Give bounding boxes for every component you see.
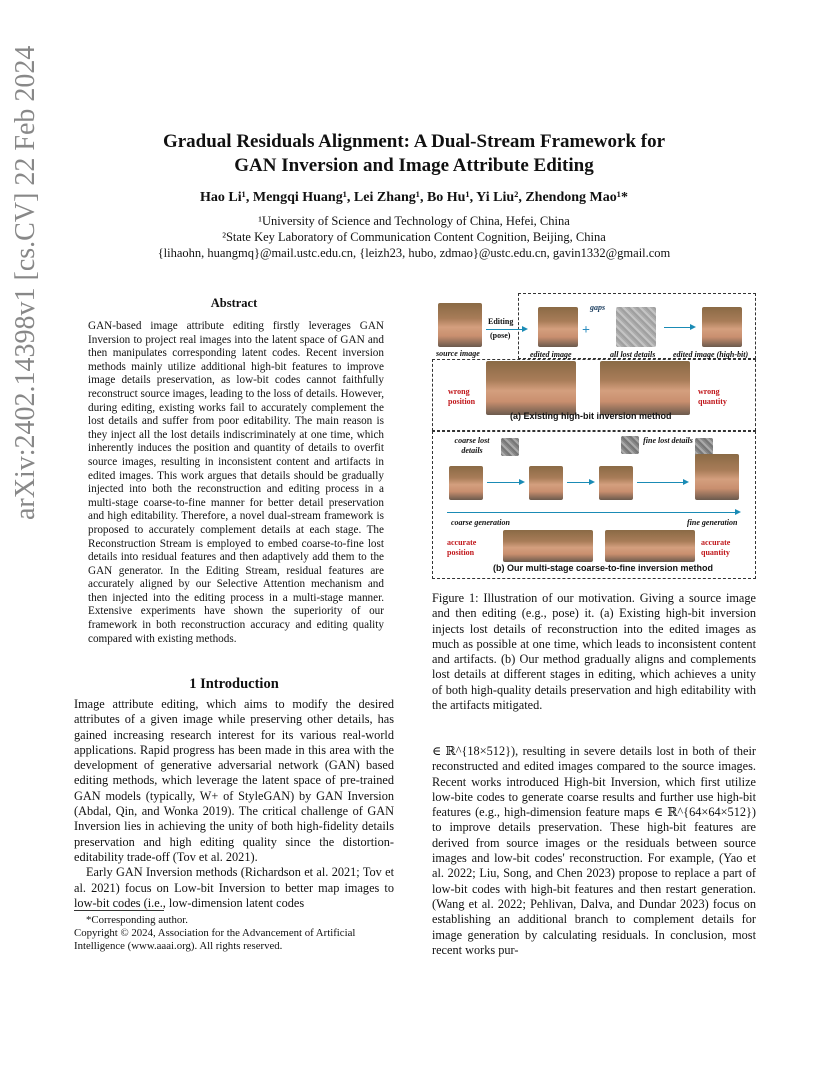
title-line-2: GAN Inversion and Image Attribute Editing <box>234 155 594 176</box>
stage-arrow-2 <box>567 482 593 483</box>
source-image-label: source image <box>436 349 480 358</box>
affiliation-1: ¹University of Science and Technology of China, Hefei, China <box>258 214 570 228</box>
edited-image-label: edited image <box>530 350 572 359</box>
fine-lost-details-label: fine lost details <box>643 436 693 445</box>
figure-panel-b <box>432 431 756 579</box>
abstract-heading: Abstract <box>210 296 258 310</box>
accurate-position-label: accurate position <box>447 538 477 557</box>
stage-1-thumb <box>449 466 483 500</box>
stage-final-thumb <box>695 454 739 500</box>
figure-1 <box>430 291 758 581</box>
accurate-quantity-label: accurate quantity <box>701 538 731 557</box>
introduction-body <box>74 697 394 911</box>
section-heading-introduction: 1 Introduction <box>189 676 279 692</box>
pose-label: (pose) <box>490 331 511 340</box>
intro-paragraph-2: Early GAN Inversion methods (Richardson et al. 2021; Tov et al. 2021) focus on Low-bit Inversion to better map images to low-bit codes (i.e., low-dimension latent codes <box>74 865 394 910</box>
edited-high-bit-label: edited image (high-bit) <box>673 350 749 359</box>
plus-icon: + <box>582 323 590 338</box>
figure-panel-a <box>430 291 756 429</box>
coarse-generation-label: coarse generation <box>451 518 510 527</box>
authors: Hao Li¹, Mengqi Huang¹, Lei Zhang¹, Bo Hu¹, Yi Liu², Zhendong Mao¹* <box>200 190 628 205</box>
all-lost-details-label: all lost details <box>610 350 656 359</box>
footnote-corresponding: *Corresponding author. <box>86 914 188 926</box>
figure-1-caption: Figure 1: Illustration of our motivation. Giving a source image and then editing (e.g., pose) it. (a) Existing high-bit inversion injects lost details of reconstruction into the edited images as much as possible at one time, which leads to inconsistent content and artifacts. (b) Our method gradually aligns and complements lost details at different stages in editing, which achieves a unity of both high-quality details preservation and high editability with the artifacts mitigated. <box>432 591 756 713</box>
right-column-body: ∈ ℝ^{18×512}), resulting in severe details lost in both of their reconstructed and edited images compared to the source images. Recent works introduced High-bit Inversion, which first utilize low-bite codes to generate coarse results and further use high-bit features (e.g., high-dimension feature maps ∈ ℝ^{64×64×512}) to improve details preservation. These high-bit features are derived from source images or the residuals between source images and low-bit codes' reconstruction. For example, (Yao et al. 2022; Liu, Song, and Chen 2023) propose to replace a part of low-bit codes with high-bit features and then restart generation. (Wang et al. 2022; Pehlivan, Dalva, and Dundar 2023) focus on establishing an additional branch to complement details for image generation by calculating residuals. In conclusion, most recent works pur- <box>432 744 756 957</box>
fine-generation-label: fine generation <box>687 518 738 527</box>
arxiv-identifier: arXiv:2402.14398v1 [cs.CV] 22 Feb 2024 <box>10 45 41 520</box>
panel-a-caption: (a) Existing high-bit inversion method <box>510 411 672 421</box>
affiliation-2: ²State Key Laboratory of Communication Content Cognition, Beijing, China <box>222 230 606 244</box>
stage-arrow-1 <box>487 482 523 483</box>
edited-high-bit-thumb <box>702 307 742 347</box>
wrong-quantity-label: wrong quantity <box>698 387 727 406</box>
wrong-quantity-crop <box>600 361 690 415</box>
intro-paragraph-1: Image attribute editing, which aims to modify the desired attributes of a given image while preserving other details, has gained increasing research interest for its various real-world applications. Rapid progress has been made in this area with the development of generative adversarial network (GAN) based editing methods, which leverage the latent space of pre-trained GAN models (typically, W+ of StyleGAN) by GAN Inversion (Abdal, Qin, and Wonka 2019). The critical challenge of GAN Inversion lies in achieving the unity of both high-fidelity details preservation and high editing quality since the distortion-editability trade-off (Tov et al. 2021). <box>74 697 394 864</box>
stage-2-thumb <box>529 466 563 500</box>
author-emails: {lihaohn, huangmq}@mail.ustc.edu.cn, {leizh23, hubo, zdmao}@ustc.edu.cn, gavin1332@gmail.com <box>157 246 671 260</box>
coarse-lost-details-label: coarse lost details <box>454 436 490 455</box>
stage-3-thumb <box>599 466 633 500</box>
merge-arrow <box>664 327 694 328</box>
gaps-label: gaps <box>590 303 606 312</box>
accurate-quantity-crop <box>605 530 695 562</box>
footnote-rule <box>74 910 164 911</box>
copyright-notice: Copyright © 2024, Association for the Advancement of Artificial Intelligence (www.aaai.org). All rights reserved. <box>74 927 356 952</box>
panel-b-caption: (b) Our multi-stage coarse-to-fine inversion method <box>493 563 714 573</box>
coarse-lost-thumb <box>501 438 519 456</box>
wrong-position-label: wrong position <box>448 387 476 406</box>
editing-arrow <box>486 329 526 330</box>
stage-arrow-3 <box>637 482 687 483</box>
accurate-position-crop <box>503 530 593 562</box>
wrong-position-crop <box>486 361 576 415</box>
title-line-1: Gradual Residuals Alignment: A Dual-Stream Framework for <box>162 131 666 152</box>
abstract-text: GAN-based image attribute editing firstly leverages GAN Inversion to project real images into the latent space of GAN and then manipulates corresponding latent codes. Recent inversion methods mainly utilize additional high-bit features to improve image details preservation, as low-bit codes cannot faithfully reconstruct source images, leading to the loss of details. However, during editing, existing works fail to accurately complement the lost details and suffer from poor editability. The main reason is they inject all the lost details indiscriminately at one time, which inherently induces the position and quantity of details to overfit source images, resulting in inconsistent content and artifacts in edited images. This work argues that details should be gradually injected into both the reconstruction and editing process in a multi-stage coarse-to-fine manner for better detail preservation and high editability. Therefore, a novel dual-stream framework is proposed to accurately complement details at each stage. The Reconstruction Stream is employed to embed coarse-to-fine lost details into residual features and then adaptively add them to the GAN generator. In the Editing Stream, residual features are accurately aligned by our Selective Attention mechanism and then injected into the editing process in a multi-stage manner. Extensive experiments have shown the superiority of our framework in both reconstruction accuracy and editing quality compared with existing methods. <box>88 320 384 645</box>
footnotes <box>74 914 394 953</box>
source-image-thumb <box>438 303 482 347</box>
generation-timeline <box>447 512 739 513</box>
all-lost-details-thumb <box>616 307 656 347</box>
editing-label: Editing <box>488 317 514 326</box>
mid-lost-thumb <box>621 436 639 454</box>
paper-title <box>100 130 728 178</box>
edited-image-thumb <box>538 307 578 347</box>
